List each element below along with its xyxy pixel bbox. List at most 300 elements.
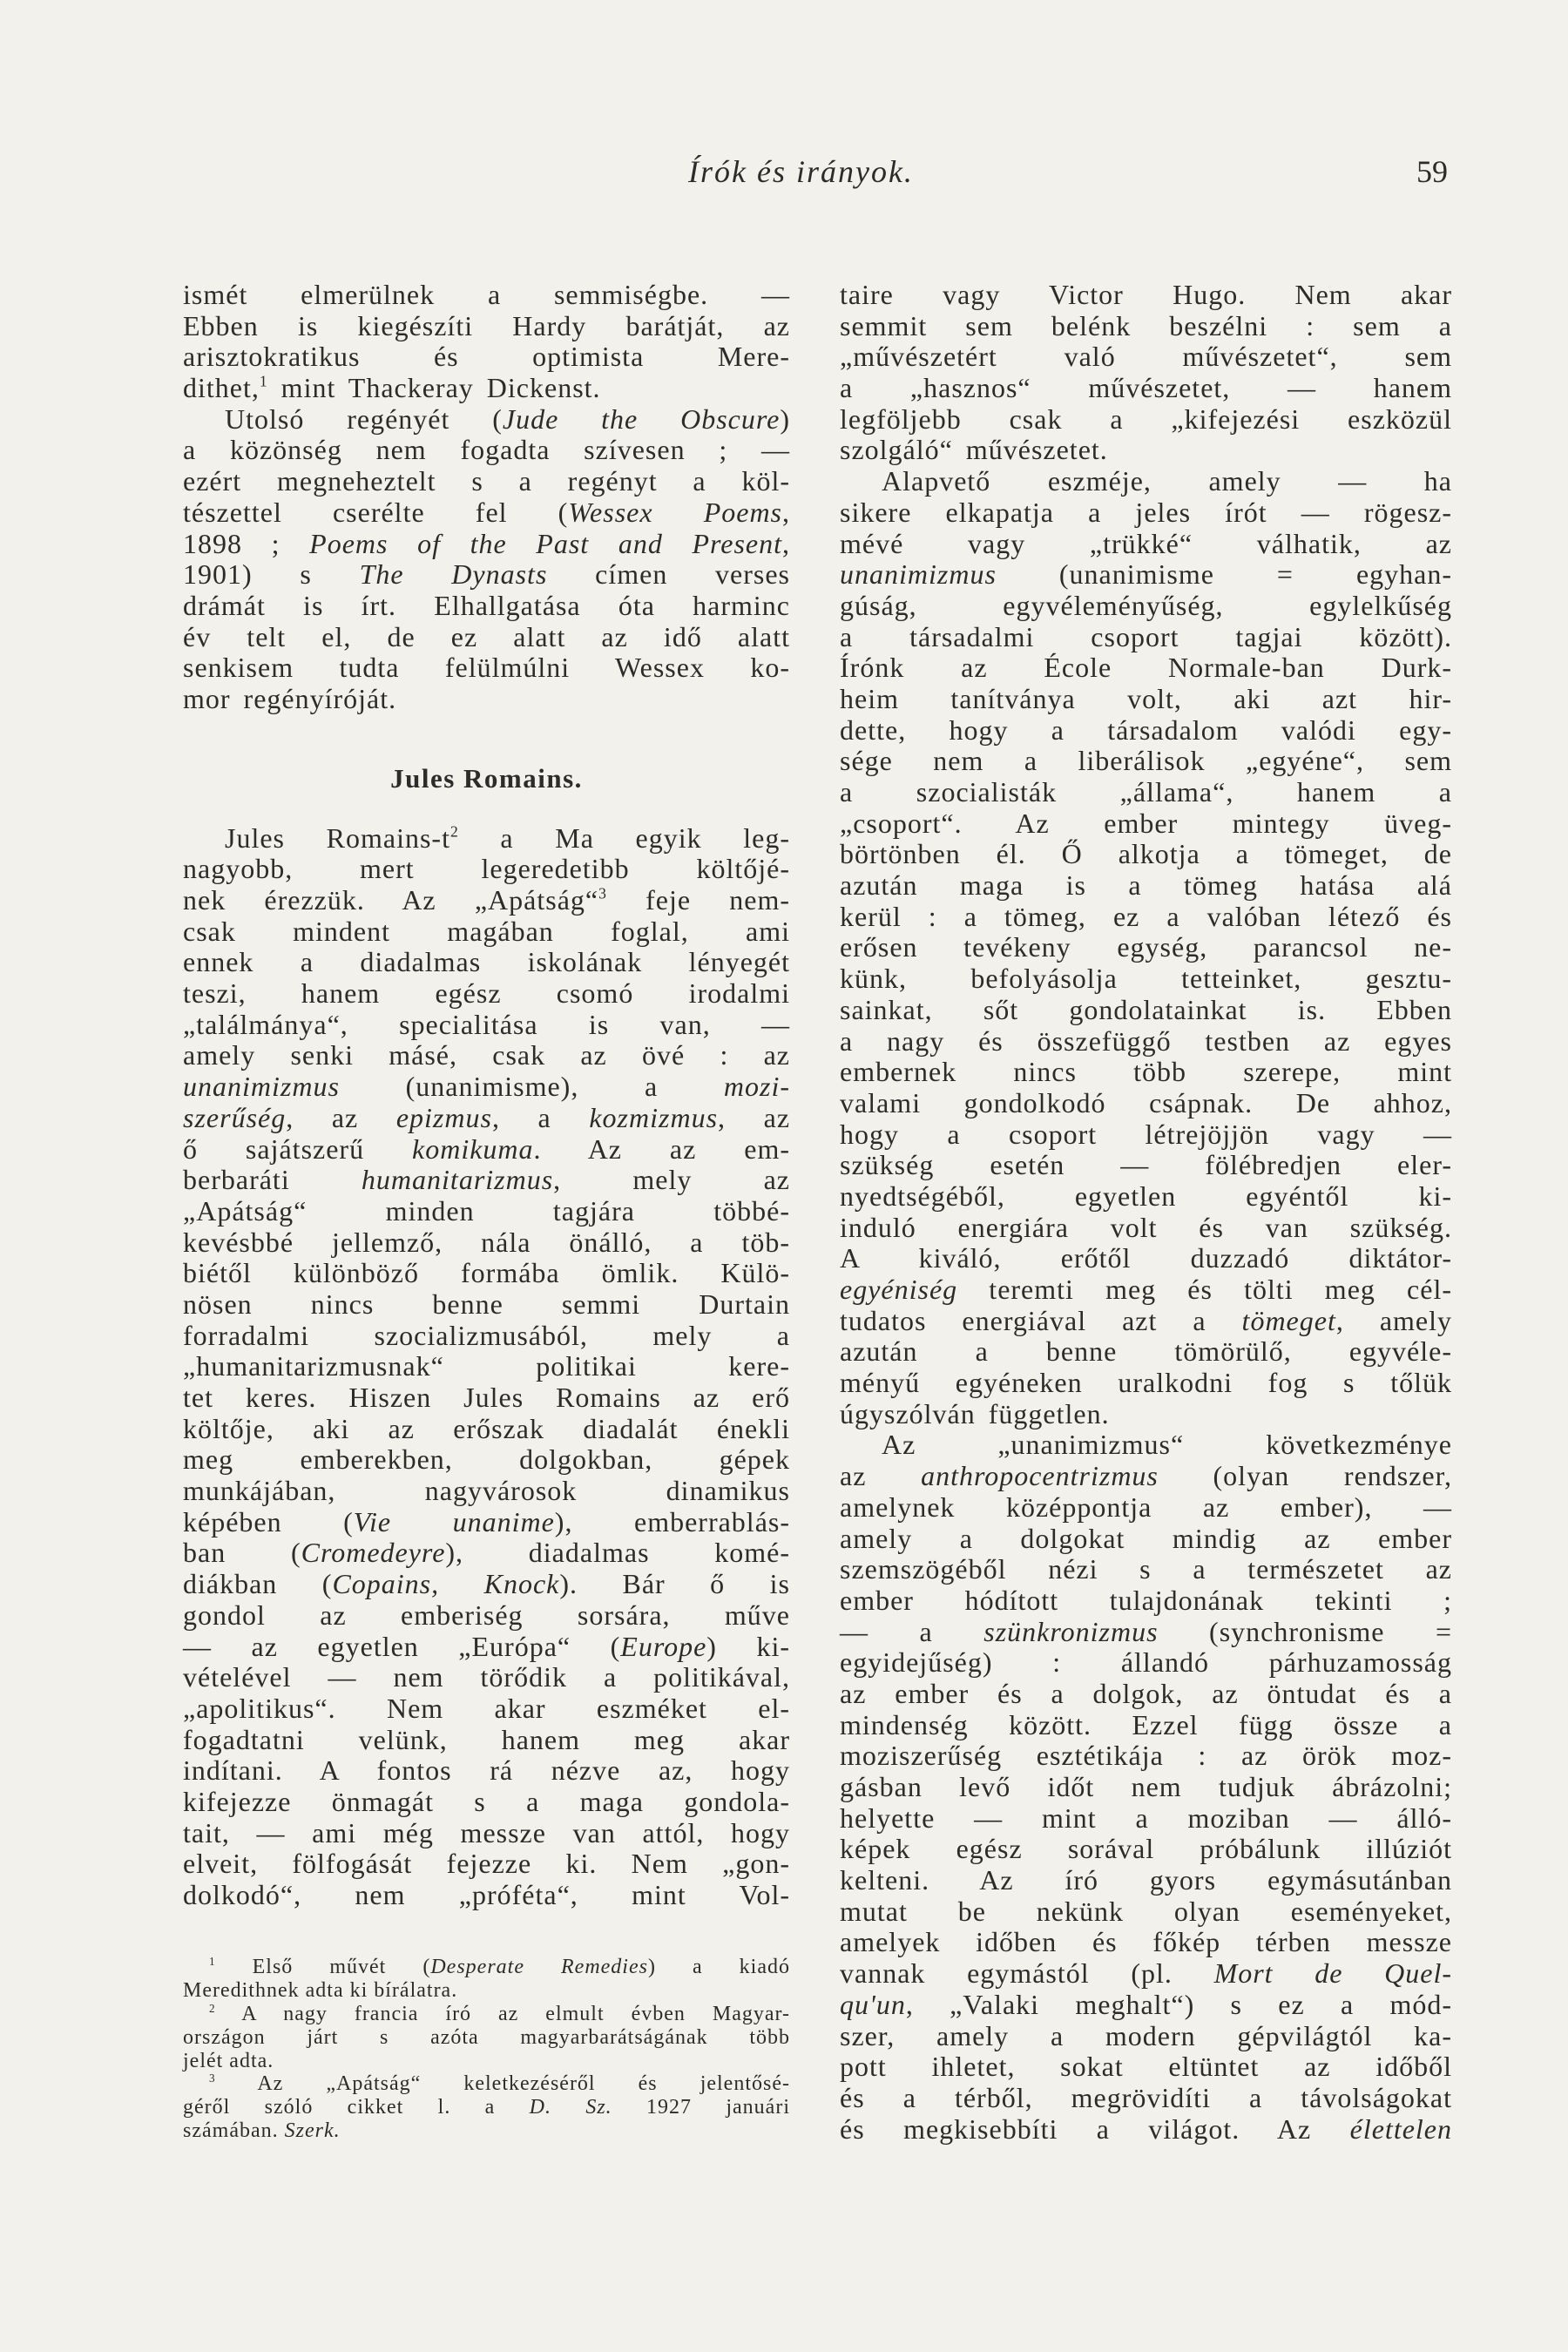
text-run: semmit sem belénk beszélni : sem a (840, 309, 1452, 341)
text-run: forradalmi szocializmusából, mely a (183, 1319, 790, 1351)
text-line (183, 1196, 790, 1227)
text-line (840, 1057, 1452, 1088)
text-line (183, 559, 790, 591)
right-column (840, 280, 1452, 2145)
text-run: szükség esetén — fölébredjen eler- (840, 1149, 1452, 1181)
text-run: azután a benne tömörülő, egyvéle- (840, 1335, 1452, 1368)
text-run: év telt el, de ez alatt az idő alatt (183, 620, 790, 652)
text-line (840, 1119, 1452, 1151)
text-line (840, 1492, 1452, 1524)
text-line (840, 1306, 1452, 1337)
text-line (183, 823, 790, 855)
text-line (840, 1554, 1452, 1585)
text-line (840, 1865, 1452, 1896)
text-line (840, 435, 1452, 466)
text-run: géről szóló cikket l. a (183, 2096, 530, 2119)
text-line (840, 404, 1452, 436)
italic-run: unanimizmus (183, 1071, 340, 1103)
text-line (840, 1213, 1452, 1244)
italic-run: Cromedeyre (301, 1537, 446, 1569)
text-line (840, 1399, 1452, 1430)
text-run: országon járt s azóta magyarbarátságának több (183, 2025, 790, 2049)
text-run: valami gondolkodó csápnak. De ahhoz, (840, 1086, 1452, 1119)
text-run: embernek nincs több szerepe, mint (840, 1056, 1452, 1088)
footnote-ref: 3 (598, 884, 607, 902)
footnote-line (183, 2050, 790, 2073)
footnote-ref: 2 (449, 822, 459, 841)
text-run: (unanimisme = egyhan- (996, 558, 1452, 591)
text-run: feje nem- (606, 884, 790, 916)
text-run: hogy a csoport létrejöjjön vagy — (840, 1118, 1452, 1150)
footnotes (183, 1956, 790, 2143)
text-line (840, 1617, 1452, 1648)
text-line (840, 2083, 1452, 2114)
text-line (183, 529, 790, 560)
text-run: nek érezzük. Az „Apátság“ (183, 884, 599, 916)
text-run: azután maga is a tömeg hatása alá (840, 869, 1452, 902)
text-run: vannak egymástól (pl. (840, 1957, 1214, 1990)
footnote-line (183, 2096, 790, 2119)
italic-run: Desperate Remedies (430, 1956, 648, 1978)
text-line (840, 995, 1452, 1026)
text-run: „találmánya“, specialitása is van, — (183, 1008, 790, 1040)
footnote-ref: 1 (209, 1954, 216, 1968)
text-run: címen verses (547, 558, 791, 591)
text-line (183, 1040, 790, 1071)
text-line (840, 559, 1452, 591)
italic-run: Vie unanime (353, 1505, 555, 1538)
text-run: A kiváló, erőtől duzzadó diktátor- (840, 1242, 1452, 1274)
text-line (840, 373, 1452, 404)
text-line (840, 1585, 1452, 1617)
text-run: dolkodó“, nem „próféta“, mint Vol- (183, 1879, 790, 1910)
footnote-line (183, 2003, 790, 2026)
text-run: (synchronisme = (1158, 1615, 1452, 1647)
text-line (840, 1274, 1452, 1306)
text-run: ) (780, 402, 791, 435)
text-line (840, 902, 1452, 933)
text-line (840, 1368, 1452, 1399)
text-line (183, 1600, 790, 1632)
italic-run: D. Sz. (529, 2096, 612, 2119)
text-run: gúság, egyvéleményűség, egylelkűség (840, 589, 1452, 621)
text-run: , mely az (553, 1164, 790, 1196)
text-run: a nagy és összefüggő testben az egyes (840, 1024, 1452, 1057)
italic-run: tömeget (1241, 1304, 1336, 1336)
text-line (840, 466, 1452, 497)
text-line (183, 435, 790, 466)
text-run: a „hasznos“ művészetet, — hanem (840, 372, 1452, 404)
text-run: A nagy francia író az elmult évben Magyar- (215, 2002, 790, 2025)
text-line (183, 1227, 790, 1259)
text-run: ismét elmerülnek a semmiségbe. — (183, 279, 790, 310)
text-line (840, 777, 1452, 808)
running-title: Írók és irányok. (688, 154, 914, 189)
text-run: úgyszólván független. (840, 1397, 1110, 1429)
text-run: taire vagy Victor Hugo. Nem akar (840, 279, 1452, 310)
text-line (840, 684, 1452, 715)
italic-run: egyéniség (840, 1274, 958, 1305)
text-run: gásban levő időt nem tudjuk ábrázolni; (840, 1771, 1452, 1802)
text-run: mindenség között. Ezzel függ össze a (840, 1708, 1452, 1740)
italic-run: kozmizmus (589, 1101, 719, 1133)
section-heading: Jules Romains. (390, 762, 583, 794)
footnote-line (183, 1956, 790, 1979)
text-run: diákban ( (183, 1568, 333, 1600)
italic-run: humanitarizmus (361, 1164, 554, 1196)
text-line (840, 1958, 1452, 1990)
text-line (183, 1632, 790, 1663)
text-run: elveit, fölfogását fejezze ki. Nem „gon- (183, 1848, 790, 1880)
text-line (840, 1803, 1452, 1835)
text-run: ) a kiadó (647, 1956, 790, 1978)
footnote-line (183, 2026, 790, 2050)
text-run: legföljebb csak a „kifejezési eszközül (840, 402, 1452, 435)
text-run: képében ( (183, 1505, 354, 1538)
italic-run: qu'un (840, 1988, 906, 2020)
text-line (840, 2051, 1452, 2083)
text-line (840, 497, 1452, 529)
text-run: Az „Apátság“ keletkezéséről és jelentősé- (215, 2072, 790, 2096)
text-run: számában. (183, 2119, 285, 2143)
italic-run: szerűség (183, 1101, 287, 1133)
text-run: kevésbbé jellemző, nála önálló, a töb- (183, 1226, 790, 1258)
text-run: helyette — mint a moziban — álló- (840, 1801, 1452, 1834)
text-run: Ebben is kiegészíti Hardy barátját, az (183, 309, 790, 341)
text-line (840, 1710, 1452, 1741)
text-run: jelét adta. (183, 2049, 274, 2072)
text-run: teremti meg és tölti meg cél- (957, 1274, 1452, 1305)
text-line (183, 341, 790, 373)
text-line (840, 622, 1452, 653)
text-run: nösen nincs benne semmi Durtain (183, 1288, 790, 1320)
text-run: (unanimisme), a (339, 1071, 724, 1103)
text-run: teszi, hanem egész csomó irodalmi (183, 977, 790, 1010)
text-run: ). Bár ő is (559, 1568, 791, 1600)
text-line (840, 1647, 1452, 1679)
text-line (840, 1927, 1452, 1958)
text-run: tait, — ami még messze van attól, hogy (183, 1816, 790, 1848)
text-line (840, 1834, 1452, 1865)
text-line (183, 280, 790, 311)
italic-run: unanimizmus (840, 558, 997, 591)
text-line (840, 870, 1452, 902)
text-run: , az (286, 1101, 396, 1133)
italic-run: Copains, Knock (332, 1568, 560, 1600)
text-run: Első művét ( (215, 1956, 431, 1978)
text-run: moziszerűség esztétikája : az örök moz- (840, 1740, 1452, 1772)
text-line (840, 1088, 1452, 1119)
text-run: indítani. A fontos rá nézve az, hogy (183, 1754, 790, 1787)
text-line (840, 1336, 1452, 1368)
text-run: ban ( (183, 1537, 301, 1569)
text-run: , amely (1335, 1304, 1453, 1336)
text-run: csak mindent magában foglal, ami (183, 915, 790, 947)
text-line (183, 1134, 790, 1166)
text-run: képek egész sorával próbálunk illúziót (840, 1833, 1452, 1865)
text-run: gondol az emberiség sorsára, műve (183, 1598, 790, 1631)
italic-run: Jude the Obscure (502, 402, 781, 435)
text-line (183, 622, 790, 653)
text-run: amely senki másé, csak az övé : az (183, 1039, 790, 1071)
text-line (183, 684, 790, 715)
italic-run: mozi- (723, 1071, 790, 1103)
footnote-ref: 3 (209, 2072, 216, 2085)
text-run: Alapvető eszméje, amely — ha (882, 465, 1452, 497)
text-line (183, 1725, 790, 1756)
text-run: szolgáló“ művészetet. (840, 434, 1108, 466)
text-run: mor regényíróját. (183, 682, 397, 714)
text-run: künk, befolyásolja tetteinket, gesztu- (840, 963, 1452, 995)
text-line (840, 1524, 1452, 1555)
text-line (183, 497, 790, 529)
text-line (840, 1740, 1452, 1772)
text-run: meg emberekben, dolgokban, gépek (183, 1443, 790, 1476)
text-line (183, 466, 790, 497)
text-run: „apolitikus“. Nem akar eszméket el- (183, 1692, 790, 1724)
text-run: börtönben él. Ő alkotja a tömeget, de (840, 838, 1452, 870)
text-line (840, 808, 1452, 840)
text-line (183, 1818, 790, 1849)
italic-run: Wessex Poems (568, 496, 783, 528)
paragraph (183, 404, 790, 715)
text-run: „csoport“. Az ember mintegy üveg- (840, 807, 1452, 839)
text-run: drámát is írt. Elhallgatása óta harminc (183, 589, 790, 621)
text-line (840, 1772, 1452, 1803)
text-line (183, 311, 790, 342)
text-line (183, 916, 790, 948)
footnote (183, 2072, 790, 2143)
text-run: biétől különböző formába ömlik. Külö- (183, 1257, 790, 1289)
text-line (183, 591, 790, 622)
text-run: költője, aki az erőszak diadalát énekli (183, 1412, 790, 1444)
text-line (183, 1258, 790, 1289)
text-run: ennek a diadalmas iskolának lényegét (183, 946, 790, 978)
text-line (840, 1896, 1452, 1928)
text-line (840, 529, 1452, 560)
text-line (840, 2114, 1452, 2146)
text-run: kelteni. Az író gyors egymásutánban (840, 1864, 1452, 1896)
italic-run: Europe (620, 1630, 707, 1662)
text-run: szer, amely a modern gépvilágtól ka- (840, 2019, 1452, 2051)
text-line (840, 311, 1452, 342)
text-run: mévé vagy „trükké“ válhatik, az (840, 527, 1452, 559)
text-run: és a térből, megrövidíti a távolságokat (840, 2081, 1452, 2113)
text-line (840, 1150, 1452, 1181)
text-run: amely a dolgokat mindig az ember (840, 1522, 1452, 1554)
text-run: nyedtségéből, egyetlen egyéntől ki- (840, 1179, 1452, 1212)
text-run: amelyek időben és főkép térben messze (840, 1926, 1452, 1958)
text-run: tészettel cserélte fel ( (183, 496, 569, 528)
text-line (840, 715, 1452, 747)
paragraph (183, 280, 790, 404)
text-run: sége nem a liberálisok „egyéne“, sem (840, 745, 1452, 777)
text-line (183, 1507, 790, 1538)
text-run: arisztokratikus és optimista Mere- (183, 341, 790, 373)
text-run: — a (840, 1615, 984, 1647)
text-run: senkisem tudta felülmúlni Wessex ko- (183, 652, 790, 684)
italic-run: The Dynasts (359, 558, 548, 591)
text-run: , (782, 496, 791, 528)
text-run: ezért megneheztelt s a regényt a köl- (183, 465, 790, 497)
text-run: , „Valaki meghalt“) s ez a mód- (905, 1988, 1452, 2020)
text-run: (olyan rendszer, (1158, 1460, 1453, 1492)
text-run: induló energiára volt és van szükség. (840, 1211, 1452, 1243)
text-line (183, 1538, 790, 1569)
text-line (840, 1181, 1452, 1213)
text-run: dette, hogy a társadalom valódi egy- (840, 713, 1452, 746)
text-run: „Apátság“ minden tagjára többé- (183, 1194, 790, 1227)
text-run: a Ma egyik leg- (458, 821, 791, 854)
text-line (183, 1693, 790, 1725)
text-run: sikere elkapatja a jeles írót — rögesz- (840, 496, 1452, 528)
text-run: 1898 ; (183, 527, 310, 559)
text-line (840, 1461, 1452, 1492)
footnote-line (183, 2072, 790, 2096)
text-line (840, 280, 1452, 311)
footnote-ref: 1 (259, 372, 268, 390)
text-run: „humanitarizmusnak“ politikai kere- (183, 1350, 790, 1382)
text-line (183, 978, 790, 1010)
text-line (183, 1103, 790, 1134)
text-line (183, 1787, 790, 1818)
footnote-line (183, 2119, 790, 2143)
italic-run: Mort de Quel- (1213, 1957, 1453, 1990)
text-line (183, 1165, 790, 1196)
text-run: ), diadalmas komé- (445, 1537, 790, 1569)
text-run: mint Thackeray Dickenst. (267, 372, 601, 404)
paragraph (183, 823, 790, 1911)
text-line (183, 1848, 790, 1880)
text-run: Írónk az École Normale-ban Durk- (840, 652, 1452, 684)
text-run: dithet, (183, 372, 260, 404)
text-run: nagyobb, mert legeredetibb költőjé- (183, 853, 790, 885)
text-run: , az (718, 1101, 791, 1133)
text-run: szemszögéből nézi s a természetet az (840, 1553, 1452, 1585)
text-run: erősen tevékeny egység, parancsol ne- (840, 931, 1452, 963)
text-line (183, 1880, 790, 1911)
text-line (840, 1243, 1452, 1274)
text-line (183, 1662, 790, 1693)
text-run: , (782, 527, 791, 559)
text-line (840, 1429, 1452, 1461)
text-run: ), emberrablás- (554, 1505, 790, 1538)
italic-run: epizmus (395, 1101, 492, 1133)
text-run: ő sajátszerű (183, 1132, 413, 1165)
text-line (840, 963, 1452, 995)
text-line (183, 1414, 790, 1445)
text-line (840, 746, 1452, 777)
text-run: kifejezze önmagát s a maga gondola- (183, 1785, 790, 1817)
italic-run: anthropocentrizmus (921, 1460, 1159, 1492)
text-run: Utolsó regényét ( (225, 402, 503, 435)
text-run: vételével — nem törődik a politikával, (183, 1661, 790, 1693)
text-line (183, 1569, 790, 1600)
text-run: ményű egyéneken uralkodni fog s tőlük (840, 1367, 1452, 1399)
text-run: tudatos energiával azt a (840, 1304, 1242, 1336)
footnote (183, 1956, 790, 2003)
text-run: mutat be nekünk olyan eseményeket, (840, 1895, 1452, 1927)
text-line (840, 341, 1452, 373)
text-run: , a (491, 1101, 590, 1133)
left-column (183, 280, 790, 1911)
text-line (183, 854, 790, 885)
text-line (840, 1990, 1452, 2021)
text-run: — az egyetlen „Európa“ ( (183, 1630, 621, 1662)
paragraph (840, 280, 1452, 466)
italic-run: élettelen (1349, 2112, 1452, 2145)
text-run: „művészetért való művészetet“, sem (840, 341, 1452, 373)
text-line (183, 1755, 790, 1787)
text-line (183, 1010, 790, 1041)
text-run: és megkisebbíti a világot. Az (840, 2112, 1350, 2145)
text-run: amelynek középpontja az ember), — (840, 1490, 1452, 1523)
text-line (840, 932, 1452, 963)
text-run: sainkat, sőt gondolatainkat is. Ebben (840, 993, 1452, 1025)
page-number: 59 (1416, 154, 1448, 189)
text-run: munkájában, nagyvárosok dinamikus (183, 1475, 790, 1507)
text-run: . Az az em- (533, 1132, 791, 1165)
text-line (183, 885, 790, 916)
text-run: Meredithnek adta ki bírálatra. (183, 1978, 458, 2002)
text-line (183, 404, 790, 436)
text-line (183, 1382, 790, 1414)
text-line (840, 1679, 1452, 1710)
footnote-ref: 2 (209, 2001, 216, 2015)
text-run: az ember és a dolgok, az öntudat és a (840, 1677, 1452, 1709)
text-run: a szocialisták „állama“, hanem a (840, 776, 1452, 808)
footnote-line (183, 1979, 790, 2003)
text-line (183, 1321, 790, 1352)
text-line (183, 373, 790, 404)
text-line (840, 591, 1452, 622)
text-run: az (840, 1460, 922, 1492)
text-run: fogadtatni velünk, hanem meg akar (183, 1723, 790, 1755)
text-line (840, 2021, 1452, 2052)
text-run: kerül : a tömeg, ez a valóban létező és (840, 900, 1452, 932)
text-line (183, 652, 790, 684)
text-run: 1927 januári (612, 2096, 790, 2119)
italic-run: Poems of the Past and Present (309, 527, 783, 559)
italic-run: szünkronizmus (983, 1615, 1159, 1647)
italic-run: komikuma (412, 1132, 534, 1165)
text-run: 1901) s (183, 558, 360, 591)
text-line (183, 1444, 790, 1476)
text-run: ember hódított tulajdonának tekinti ; (840, 1584, 1452, 1616)
text-run: ) ki- (706, 1630, 791, 1662)
text-run: egyidejűség) : állandó párhuzamosság (840, 1646, 1452, 1679)
paragraph (840, 466, 1452, 1429)
text-run: Jules Romains-t (225, 821, 450, 854)
text-run: heim tanítványa volt, aki azt hir- (840, 682, 1452, 714)
text-line (840, 652, 1452, 684)
text-line (183, 1071, 790, 1103)
text-line (840, 1026, 1452, 1058)
text-run: a társadalmi csoport tagjai között). (840, 620, 1452, 652)
text-run: tet keres. Hiszen Jules Romains az erő (183, 1382, 790, 1413)
paragraph (840, 1429, 1452, 2145)
text-run: berbaráti (183, 1164, 362, 1196)
text-run: Az „unanimizmus“ következménye (882, 1429, 1452, 1461)
text-run: a közönség nem fogadta szívesen ; — (183, 434, 790, 466)
text-line (840, 839, 1452, 870)
text-line (183, 1351, 790, 1382)
italic-run: Szerk. (284, 2119, 341, 2143)
text-line (183, 1289, 790, 1321)
footnote (183, 2003, 790, 2073)
text-line (183, 947, 790, 978)
text-line (183, 1476, 790, 1507)
